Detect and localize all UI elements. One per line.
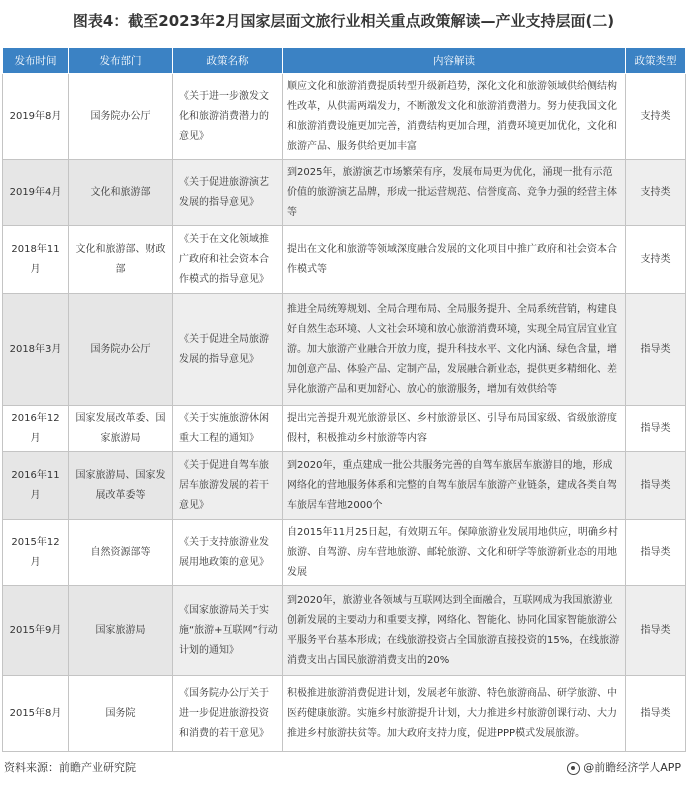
cell-type: 支持类 — [626, 160, 686, 226]
cell-dept: 国务院办公厅 — [69, 294, 173, 406]
cell-dept: 国务院办公厅 — [69, 74, 173, 160]
table-row — [3, 294, 686, 406]
cell-name: 《关于在文化领域推广政府和社会资本合作模式的指导意见》 — [173, 226, 283, 294]
cell-time: 2019年8月 — [3, 74, 69, 160]
cell-name: 《关于进一步激发文化和旅游消费潜力的意见》 — [173, 74, 283, 160]
table-row — [3, 586, 686, 676]
header-time: 发布时间 — [3, 48, 69, 74]
cell-type: 支持类 — [626, 74, 686, 160]
cell-type: 指导类 — [626, 294, 686, 406]
table-row — [3, 74, 686, 160]
cell-content: 到2020年，旅游业各领域与互联网达到全面融合，互联网成为我国旅游业创新发展的主要动力和重要支撑，网络化、智能化、协同化国家智能旅游公平服务平台基本形成；在线旅游投资占全国旅游直接投资的15%，在线旅游消费支出占国民旅游消费支出的20% — [283, 586, 626, 676]
cell-dept: 自然资源部等 — [69, 520, 173, 586]
policy-table — [2, 47, 686, 752]
cell-name: 《关于促进旅游演艺发展的指导意见》 — [173, 160, 283, 226]
table-row — [3, 406, 686, 452]
cell-type: 指导类 — [626, 520, 686, 586]
header-type: 政策类型 — [626, 48, 686, 74]
cell-time: 2018年3月 — [3, 294, 69, 406]
brand-label: @前瞻经济学人APP — [583, 761, 681, 774]
cell-time: 2015年9月 — [3, 586, 69, 676]
cell-type: 支持类 — [626, 226, 686, 294]
header-name: 政策名称 — [173, 48, 283, 74]
cell-name: 《国家旅游局关于实施“旅游+互联网”行动计划的通知》 — [173, 586, 283, 676]
cell-content: 积极推进旅游消费促进计划，发展老年旅游、特色旅游商品、研学旅游、中医药健康旅游。实施乡村旅游提升计划，大力推进乡村旅游创课行动、大力推进乡村旅游扶贫等。加大政府支持力度，促进PPP模式发展旅游。 — [283, 676, 626, 752]
cell-dept: 文化和旅游部、财政部 — [69, 226, 173, 294]
cell-dept: 国家旅游局 — [69, 586, 173, 676]
cell-time: 2018年11月 — [3, 226, 69, 294]
table-header-row — [3, 48, 686, 74]
cell-dept: 国家旅游局、国家发展改革委等 — [69, 452, 173, 520]
table-row — [3, 226, 686, 294]
cell-content: 自2015年11月25日起，有效期五年。保障旅游业发展用地供应，明确乡村旅游、自驾游、房车营地旅游、邮轮旅游、文化和研学等旅游新业态的用地发展 — [283, 520, 626, 586]
cell-name: 《关于促进全局旅游发展的指导意见》 — [173, 294, 283, 406]
cell-dept: 国家发展改革委、国家旅游局 — [69, 406, 173, 452]
cell-dept: 文化和旅游部 — [69, 160, 173, 226]
cell-type: 指导类 — [626, 676, 686, 752]
header-content: 内容解读 — [283, 48, 626, 74]
page-title: 图表4：截至2023年2月国家层面文旅行业相关重点政策解读—产业支持层面(二) — [72, 12, 615, 30]
cell-content: 提出在文化和旅游等领域深度融合发展的文化项目中推广政府和社会资本合作模式等 — [283, 226, 626, 294]
brand-logo-icon — [567, 762, 580, 775]
table-row — [3, 520, 686, 586]
cell-name: 《关于实施旅游休闲重大工程的通知》 — [173, 406, 283, 452]
cell-time: 2015年8月 — [3, 676, 69, 752]
cell-type: 指导类 — [626, 452, 686, 520]
cell-name: 《国务院办公厅关于进一步促进旅游投资和消费的若干意见》 — [173, 676, 283, 752]
cell-name: 《关于支持旅游业发展用地政策的意见》 — [173, 520, 283, 586]
table-row — [3, 452, 686, 520]
cell-name: 《关于促进自驾车旅居车旅游发展的若干意见》 — [173, 452, 283, 520]
cell-time: 2016年12月 — [3, 406, 69, 452]
cell-content: 提出完善提升观光旅游景区、乡村旅游景区、引导布局国家级、省级旅游度假村，积极推动乡村旅游等内容 — [283, 406, 626, 452]
source-note: 资料来源：前瞻产业研究院 — [4, 761, 136, 774]
cell-type: 指导类 — [626, 406, 686, 452]
cell-dept: 国务院 — [69, 676, 173, 752]
cell-time: 2016年11月 — [3, 452, 69, 520]
table-row — [3, 676, 686, 752]
brand-credit — [567, 758, 681, 778]
cell-content: 顺应文化和旅游消费提质转型升级新趋势，深化文化和旅游领域供给侧结构性改革，从供需两端发力，不断激发文化和旅游消费潜力。努力使我国文化和旅游消费设施更加完善，消费结构更加合理，消费环境更加优化，文化和旅游产品、服务供给更加丰富 — [283, 74, 626, 160]
header-dept: 发布部门 — [69, 48, 173, 74]
cell-content: 推进全局统筹规划、全局合理布局、全局服务提升、全局系统营销，构建良好自然生态环境、人文社会环境和放心旅游消费环境，实现全局宜居宜业宜游。加大旅游产业融合开放力度，提升科技水平、文化内涵、绿色含量，增加创意产品、体验产品、定制产品，发展融合新业态，提供更多精细化、差异化旅游产品和更加舒心、放心的旅游服务，增加有效供给等 — [283, 294, 626, 406]
cell-content: 到2025年，旅游演艺市场繁荣有序，发展布局更为优化，涌现一批有示范价值的旅游演艺品牌，形成一批运营规范、信誉度高、竞争力强的经营主体等 — [283, 160, 626, 226]
cell-time: 2019年4月 — [3, 160, 69, 226]
cell-content: 到2020年，重点建成一批公共服务完善的自驾车旅居车旅游目的地，形成网络化的营地服务体系和完整的自驾车旅居车旅游产业链条，建成各类自驾车旅居车营地2000个 — [283, 452, 626, 520]
table-row — [3, 160, 686, 226]
cell-type: 指导类 — [626, 586, 686, 676]
cell-time: 2015年12月 — [3, 520, 69, 586]
